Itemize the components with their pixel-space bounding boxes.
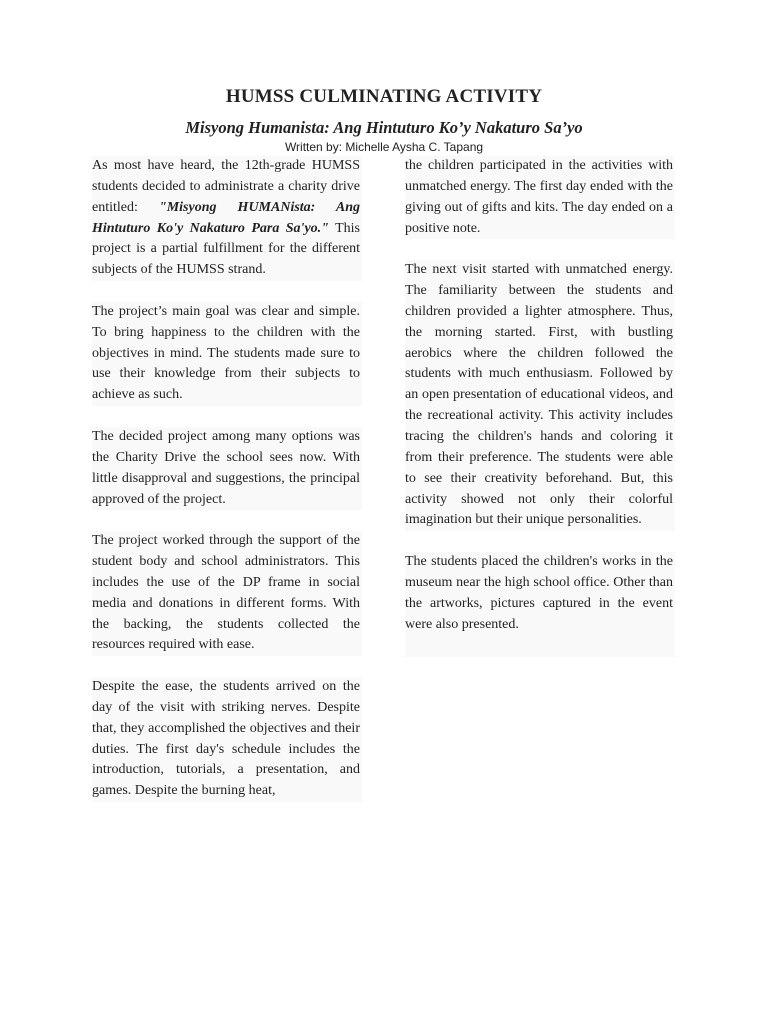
intro-text-start: As most have heard, the 12th-grade HUMSS students decided to administrate a charity drive entitled: bbox=[92, 158, 360, 215]
paragraph-support: The project worked through the support of the student body and school administrators. This includes the use of the DP frame in social media and donations in different forms. With the backing, the students collected the resources required with ease. bbox=[92, 531, 362, 656]
paragraph-museum: The students placed the children's works in the museum near the high school office. Other than the artworks, pictures captured in the event were also presented. bbox=[405, 552, 675, 635]
article-subtitle: Misyong Humanista: Ang Hintuturo Ko’y Nakaturo Sa’yo bbox=[185, 118, 583, 137]
right-column bbox=[405, 156, 675, 657]
article-title: HUMSS CULMINATING ACTIVITY bbox=[225, 86, 543, 107]
project-name: "Misyong HUMANista: Ang Hintuturo Ko'y Nakaturo Para Sa'yo." bbox=[92, 199, 360, 236]
paragraph-first-day-end: the children participated in the activities with unmatched energy. The first day ended with the giving out of gifts and kits. The day ended on a positive note. bbox=[405, 156, 675, 239]
paragraph-decision: The decided project among many options was the Charity Drive the school sees now. With little disapproval and suggestions, the principal approved of the project. bbox=[92, 427, 362, 510]
column-shading bbox=[405, 635, 675, 657]
paragraph-goal: The project’s main goal was clear and simple. To bring happiness to the children with the objectives in mind. The students made sure to use their knowledge from their subjects to achieve as such. bbox=[92, 302, 362, 406]
paragraph-intro bbox=[92, 156, 362, 281]
left-column bbox=[92, 156, 362, 802]
author-byline: Written by: Michelle Aysha C. Tapang bbox=[284, 140, 484, 154]
paragraph-second-visit: The next visit started with unmatched energy. The familiarity between the students and children provided a lighter atmosphere. Thus, the morning started. First, with bustling aerobics where the children followed the students with much enthusiasm. Followed by an open presentation of educational videos, and the recreational activity. This activity includes tracing the children's hands and coloring it from their preference. The students were able to see their creativity beforehand. But, this activity showed not only their colorful imagination but their unique personalities. bbox=[405, 260, 675, 531]
intro-text-end: This project is a partial fulfillment for the different subjects of the HUMSS strand. bbox=[92, 220, 361, 278]
paragraph-first-visit: Despite the ease, the students arrived on the day of the visit with striking nerves. Despite that, they accomplished the objectives and their duties. The first day's schedule includes the introduction, tutorials, a presentation, and games. Despite the burning heat, bbox=[92, 677, 362, 802]
